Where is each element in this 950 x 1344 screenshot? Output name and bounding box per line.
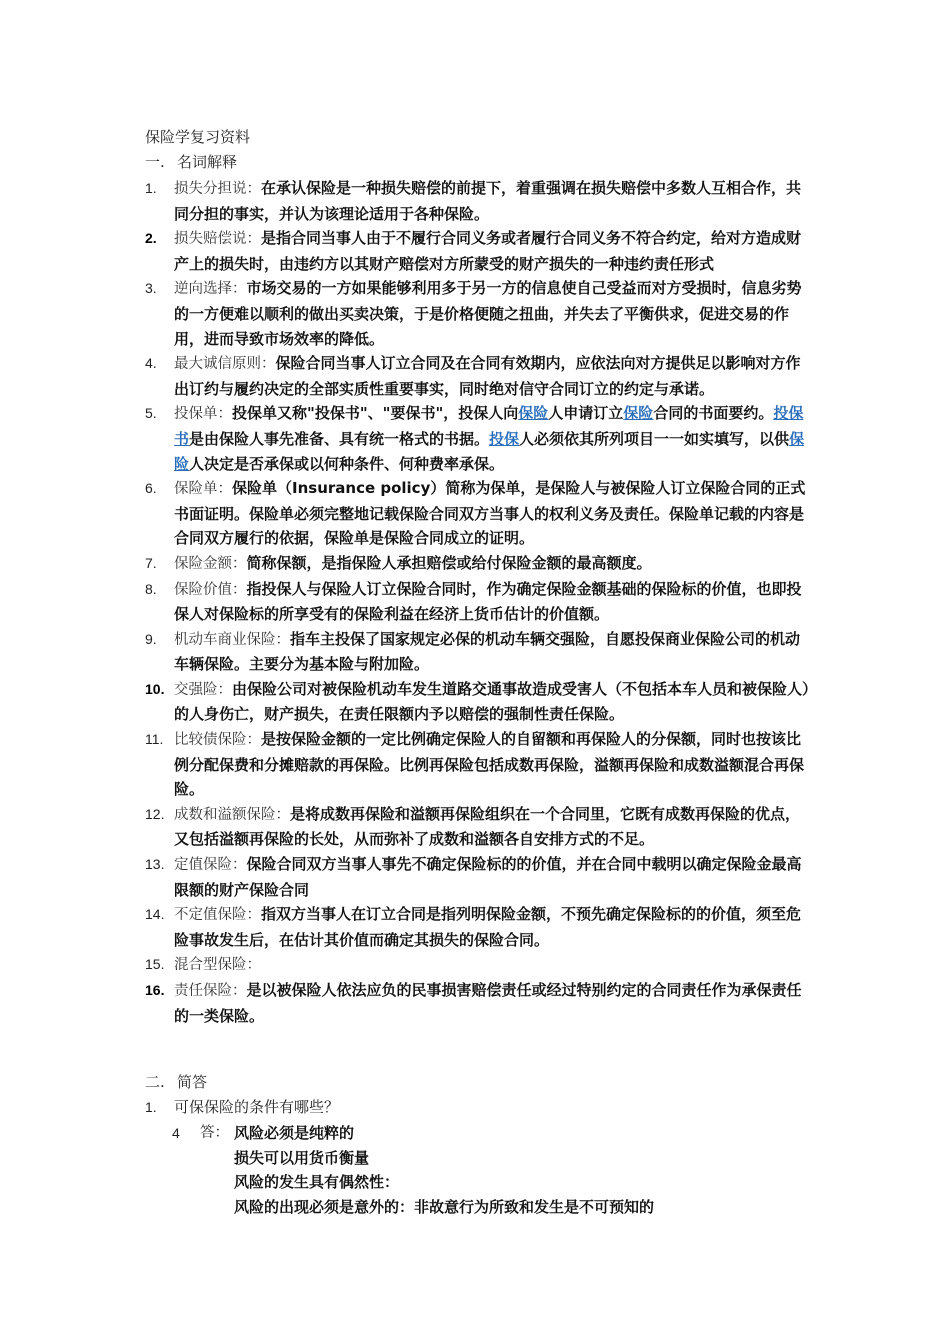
term-item [145,852,810,902]
term-definition: 保险合同双方当事人事先不确定保险标的的价值，并在合同中载明以确定保险金最高限额的财产保险合同 [174,855,802,899]
term-label: 投保单： [174,406,232,423]
term-number: 3. [145,280,157,297]
term-definition: 由保险公司对被保险机动车发生道路交通事故造成受害人（不包括本车人员和被保险人）的人身伤亡，财产损失，在责任限额内予以赔偿的强制性责任保险。 [174,679,810,724]
term-number: 14. [145,906,165,923]
term-label: 责任保险： [174,983,247,999]
term-number: 2. [145,230,157,247]
term-item [145,677,810,727]
answer-number: 4 [172,1125,180,1141]
term-definition: 在承认保险是一种损失赔偿的前提下，着重强调在损失赔偿中多数人互相合作，共同分担的事实，并认为该理论适用于各种保险。 [174,179,802,223]
term-label: 保险单： [174,481,232,498]
term-definition: 保险单（Insurance policy）简称为保单，是保险人与被保险人订立保险合同的正式书面证明。保险单必须完整地记载保险合同双方当事人的权利义务及责任。保险单记载的内容是合同双方履行的依据，保险单是保险合同成立的证明。 [174,479,806,548]
term-label: 最大诚信原则： [174,356,276,373]
term-item [145,727,810,802]
term-item [145,476,810,551]
term-label: 不定值保险： [174,907,261,924]
section-title: 名词解释 [177,153,238,171]
answer-line: 风险的发生具有偶然性： [234,1173,400,1192]
term-number: 11. [145,731,164,748]
term-number: 15. [145,956,165,973]
term-item [145,627,810,677]
term-label: 比较债保险： [174,732,261,749]
term-number: 10. [145,680,165,697]
term-item [145,952,810,978]
keyword-link[interactable]: 保险 [518,404,549,423]
term-label: 机动车商业保险： [174,631,290,648]
term-number: 7. [145,554,157,571]
definition-text: 投保单又称"投保书"、"要保书"，投保人向 [232,404,519,423]
question-list [145,1095,810,1120]
section-title: 简答 [177,1073,208,1091]
answer-lines [234,1121,794,1219]
term-item [145,978,810,1028]
term-item [145,902,810,952]
term-number: 8. [145,580,157,597]
term-label: 逆向选择： [174,281,247,298]
term-label: 损失分担说： [174,181,261,197]
keyword-link[interactable]: 保险 [174,429,805,473]
section-heading-terms [145,151,237,172]
term-number: 16. [145,982,165,998]
term-item [145,351,810,401]
term-definition: 指双方当事人在订立合同是指列明保险金额，不预先确定保险标的的价值，须至危险事故发生后，在估计其价值而确定其损失的保险合同。 [174,905,802,949]
term-item [145,226,810,276]
term-number: 12. [145,805,165,822]
term-number: 5. [145,405,157,422]
answer-line: 风险的出现必须是意外的：非故意行为所致和发生是不可预知的 [234,1197,655,1216]
term-number: 6. [145,480,157,497]
term-label: 混合型保险： [174,957,261,974]
document-title: 保险学复习资料 [145,128,251,146]
term-number: 9. [145,630,157,647]
answer-line: 损失可以用货币衡量 [234,1148,370,1167]
section-number: 一. [145,153,165,171]
term-definition [174,404,804,472]
term-definition: 指车主投保了国家规定必保的机动车辆交强险，自愿投保商业保险公司的机动车辆保险。主要分为基本险与附加险。 [174,629,801,674]
term-label: 成数和溢额保险： [174,806,290,823]
term-definition: 保险合同当事人订立合同及在合同有效期内，应依法向对方提供足以影响对方作出订约与履约决定的全部实质性重要事实，同时绝对信守合同订立的约定与承诺。 [174,354,801,398]
definition-text: 人决定是否承保或以何种条件、何种费率承保。 [189,454,505,473]
term-number: 4. [145,355,157,372]
term-definition: 简称保额，是指保险人承担赔偿或给付保险金额的最高额度。 [246,553,652,572]
term-item [145,577,810,627]
term-label: 交强险： [174,681,232,698]
definition-text: 人必须依其所列项目一一如实填写，以供 [519,429,790,448]
keyword-link[interactable]: 投保 [489,429,520,448]
definition-text: 人申请订立 [548,404,624,423]
keyword-link[interactable]: 投保书 [174,404,804,448]
term-label: 损失赔偿说： [174,231,261,248]
answer-line: 风险必须是纯粹的 [234,1124,355,1142]
question-item [145,1095,810,1120]
answer-label: 答： [200,1125,229,1141]
term-item [145,176,810,226]
term-item [145,551,810,577]
section-number: 二. [145,1073,165,1091]
term-definition: 指投保人与保险人订立保险合同时，作为确定保险金额基础的保险标的价值，也即投保人对保险标的所享受有的保险利益在经济上货币估计的价值额。 [174,579,802,624]
term-item [145,802,810,852]
term-label: 保险金额： [174,555,247,572]
question-number: 1. [145,1099,157,1115]
term-label: 保险价值： [174,581,247,598]
term-number: 1. [145,180,157,196]
question-text: 可保保险的条件有哪些？ [174,1098,340,1116]
term-item [145,276,810,351]
term-number: 13. [145,856,165,873]
term-list [145,176,810,1028]
section-heading-short-answer [145,1071,207,1092]
term-definition: 是指合同当事人由于不履行合同义务或者履行合同义务不符合约定，给对方造成财产上的损失时，由违约方以其财产赔偿对方所蒙受的财产损失的一种违约责任形式 [174,229,802,273]
definition-text: 合同的书面要约。 [653,404,774,423]
term-definition: 是将成数再保险和溢额再保险组织在一个合同里，它既有成数再保险的优点，又包括溢额再保险的长处，从而弥补了成数和溢额各自安排方式的不足。 [174,804,801,849]
term-definition: 是按保险金额的一定比例确定保险人的自留额和再保险人的分保额，同时也按该比例分配保费和分摊赔款的再保险。比例再保险包括成数再保险，溢额再保险和成数溢额混合再保险。 [174,730,805,799]
term-label: 定值保险： [174,857,247,874]
definition-text: 是由保险人事先准备、具有统一格式的书据。 [189,429,490,448]
term-definition: 是以被保险人依法应负的民事损害赔偿责任或经过特别约定的合同责任作为承保责任的一类保险。 [174,981,802,1025]
term-item [145,401,810,476]
term-definition: 市场交易的一方如果能够利用多于另一方的信息使自己受益而对方受损时，信息劣势的一方便难以顺利的做出买卖决策，于是价格便随之扭曲，并失去了平衡供求，促进交易的作用，进而导致市场效率的降低。 [174,279,802,348]
keyword-link[interactable]: 保险 [623,404,654,423]
